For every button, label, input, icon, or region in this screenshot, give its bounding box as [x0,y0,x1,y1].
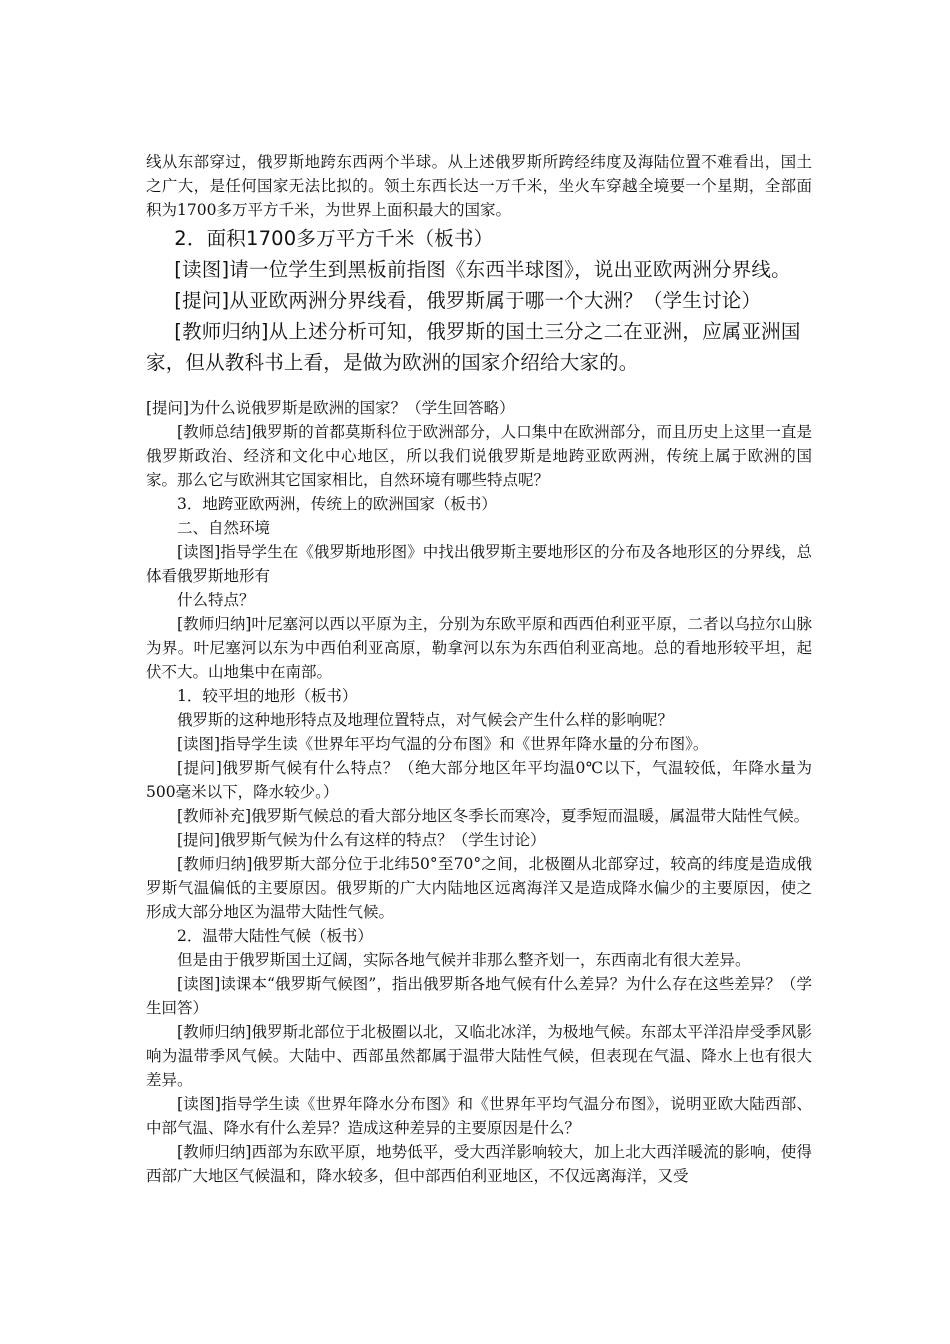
paragraph-read-map-hemisphere: [读图]请一位学生到黑板前指图《东西半球图》，说出亚欧两洲分界线。 [174,258,791,281]
heading-board-note-climate: 2．温带大陆性气候（板书） [177,927,373,945]
paragraph-teacher-supplement: [教师补充]俄罗斯气候总的看大部分地区冬季长而寒冷，夏季短而温暖，属温带大陆性气候。 [177,807,810,825]
paragraph-teacher-terrain: [教师归纳]叶尼塞河以西以平原为主，分别为东欧平原和西西伯利亚平原，二者以乌拉尔山脉为界。叶尼塞河以东为中西伯利亚高原，勒拿河以东为东西伯利亚高地。总的看地形较平坦，起伏不大。山地集中在南部。 [146,615,812,681]
section-heading-natural-environment: 二、自然环境 [177,519,271,537]
heading-board-note-terrain: 1．较平坦的地形（板书） [177,687,358,705]
paragraph-teacher-summary-moscow: [教师总结]俄罗斯的首都莫斯科位于欧洲部分，人口集中在欧洲部分，而且历史上这里一直是俄罗斯政治、经济和文化中心地区，所以我们说俄罗斯是地跨亚欧两洲，传统上属于欧洲的国家。那么它与欧洲其它国家相比，自然环境有哪些特点呢？ [146,423,812,489]
paragraph-teacher-latitude: [教师归纳]俄罗斯大部分位于北纬50°至70°之间，北极圈从北部穿过，较高的纬度是造成俄罗斯气温偏低的主要原因。俄罗斯的广大内陆地区远离海洋又是造成降水偏少的主要原因，使之形成大部分地区为温带大陆性气候。 [146,855,812,921]
document-body [146,150,812,1188]
paragraph-read-map-terrain: [读图]指导学生在《俄罗斯地形图》中找出俄罗斯主要地形区的分布及各地形区的分界线，总体看俄罗斯地形有 [146,543,812,585]
paragraph-read-map-climate: [读图]指导学生读《世界年平均气温的分布图》和《世界年降水量的分布图》。 [177,735,709,753]
paragraph-question-climate: [提问]俄罗斯气候有什么特点？（绝大部分地区年平均温0℃以下，气温较低，年降水量为500毫米以下，降水较少。） [146,759,812,801]
paragraph-teacher-climate-zones: [教师归纳]俄罗斯北部位于北极圈以北，又临北冰洋，为极地气候。东部太平洋沿岸受季风影响为温带季风气候。大陆中、西部虽然都属于温带大陆性气候，但表现在气温、降水上也有很大差异。 [146,1023,812,1089]
paragraph-read-map-world: [读图]指导学生读《世界年降水分布图》和《世界年平均气温分布图》，说明亚欧大陆西部、中部气温、降水有什么差异？造成这种差异的主要原因是什么？ [146,1095,812,1137]
heading-board-note-3: 3．地跨亚欧两洲，传统上的欧洲国家（板书） [177,495,497,513]
paragraph-question-continent: [提问]从亚欧两洲分界线看，俄罗斯属于哪一个大洲？（学生讨论） [174,289,762,312]
paragraph-teacher-conclusion-continent: [教师归纳]从上述分析可知，俄罗斯的国土三分之二在亚洲，应属亚洲国家，但从教科书上看，是做为欧洲的国家介绍给大家的。 [146,320,801,374]
paragraph-question-europe: [提问]为什么说俄罗斯是欧洲的国家？（学生回答略） [146,399,515,417]
paragraph-climate-variation: 但是由于俄罗斯国土辽阔，实际各地气候并非那么整齐划一，东西南北有很大差异。 [177,951,751,969]
paragraph-question-why-climate: [提问]俄罗斯气候为什么有这样的特点？（学生讨论） [177,831,546,849]
heading-area-board-note: 2．面积1700多万平方千米（板书） [174,227,494,250]
paragraph-spacer [146,378,812,396]
paragraph-read-map-russia-climate: [读图]读课本“俄罗斯气候图”，指出俄罗斯各地气候有什么差异？为什么存在这些差异？（学生回答） [146,975,812,1017]
paragraph-teacher-west-central: [教师归纳]西部为东欧平原，地势低平，受大西洋影响较大，加上北大西洋暖流的影响，使得西部广大地区气候温和，降水较多，但中部西伯利亚地区，不仅远离海洋，又受 [146,1143,812,1185]
paragraph-climate-transition: 俄罗斯的这种地形特点及地理位置特点，对气候会产生什么样的影响呢？ [177,711,674,729]
paragraph-territory-summary: 线从东部穿过，俄罗斯地跨东西两个半球。从上述俄罗斯所跨经纬度及海陆位置不难看出，国土之广大，是任何国家无法比拟的。领土东西长达一万千米，坐火车穿越全境要一个星期，全部面积为1700多万平方千米，为世界上面积最大的国家。 [146,153,812,219]
paragraph-terrain-question: 什么特点？ [177,591,255,609]
